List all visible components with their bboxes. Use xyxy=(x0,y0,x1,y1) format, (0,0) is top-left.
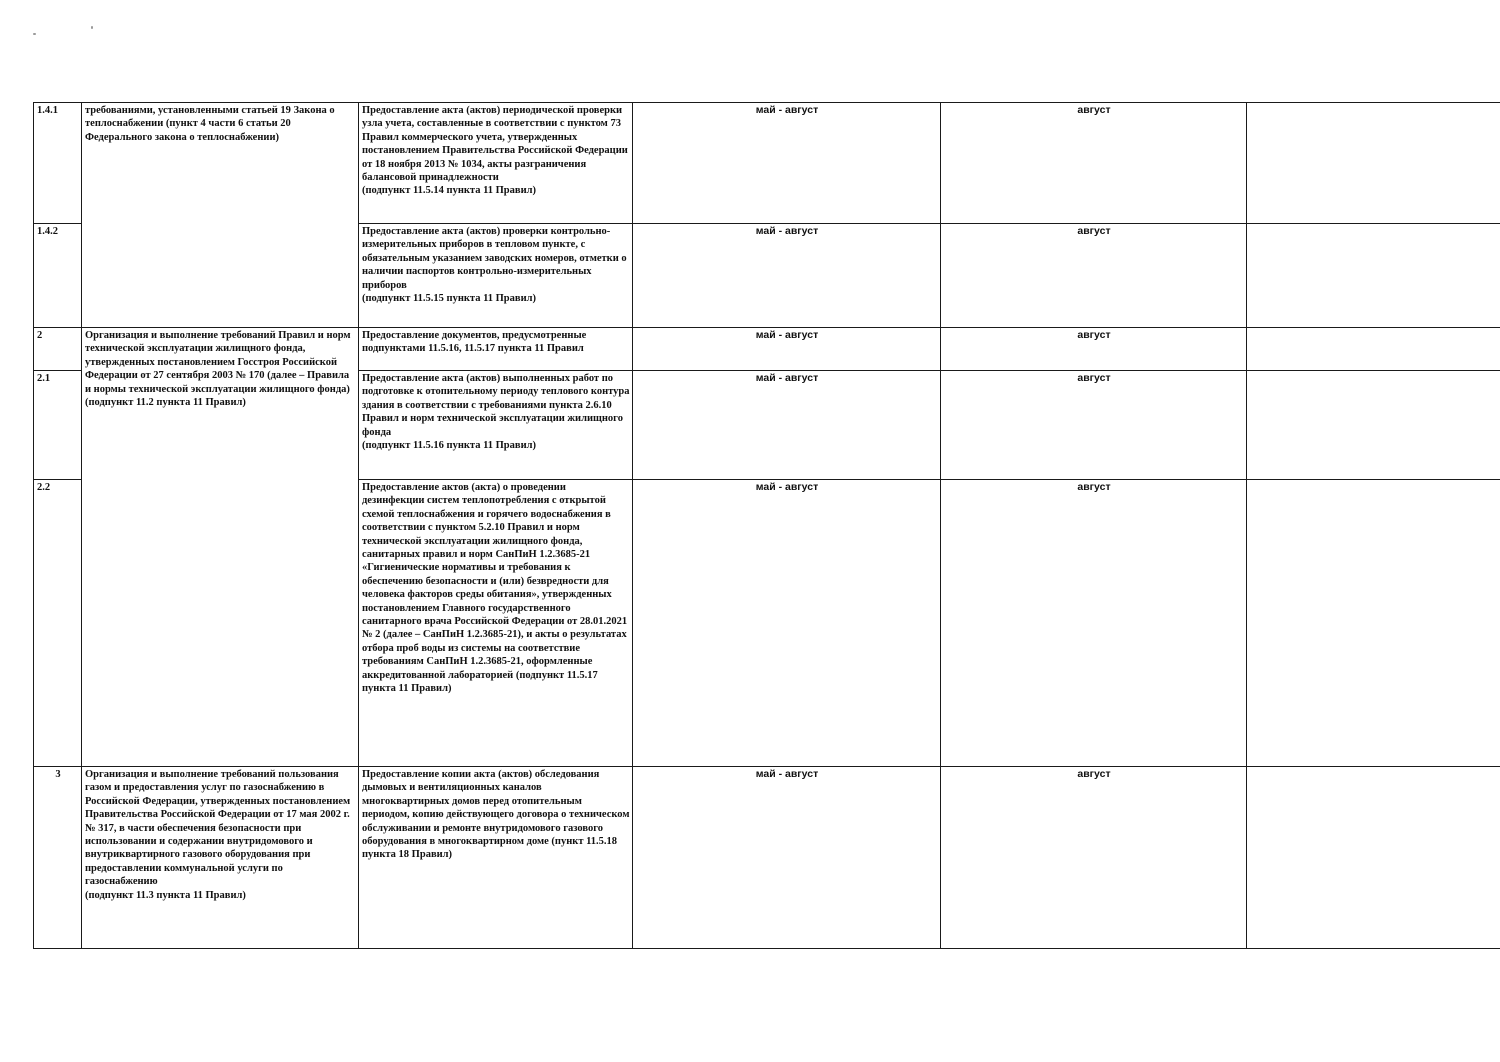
scan-speck xyxy=(91,26,93,29)
row-number: 3 xyxy=(34,767,82,949)
period-cell: май - август xyxy=(633,103,941,224)
row-number: 1.4.2 xyxy=(34,224,82,328)
document-cell: Предоставление актов (акта) о проведении дезинфекции систем теплопотребления с открытой схемой теплоснабжения и горячего водоснабжения в соответствии с пунктом 5.2.10 Правил и норм технической эксплуатации жилищного фонда, санитарных правил и норм СанПиН 1.2.3685-21 «Гигиенические нормативы и требования к обеспечению безопасности и (или) безвредности для человека факторов среды обитания», утвержденных постановлением Главного государственного санитарного врача Российской Федерации от 28.01.2021 № 2 (далее – СанПиН 1.2.3685-21), и акты о результатах отбора проб воды из системы на соответствие требованиям СанПиН 1.2.3685-21, оформленные аккредитованной лабораторией (подпункт 11.5.17 пункта 11 Правил) xyxy=(359,480,633,767)
note-cell xyxy=(1247,371,1500,480)
period-cell: май - август xyxy=(633,328,941,371)
scan-speck xyxy=(33,33,36,35)
period-cell: май - август xyxy=(633,480,941,767)
deadline-cell: август xyxy=(941,767,1247,949)
row-number: 2.2 xyxy=(34,480,82,767)
table-row xyxy=(34,767,1500,949)
period-cell: май - август xyxy=(633,767,941,949)
row-number: 1.4.1 xyxy=(34,103,82,224)
deadline-cell: август xyxy=(941,480,1247,767)
note-cell xyxy=(1247,103,1500,224)
requirement-cell: Организация и выполнение требований пользования газом и предоставления услуг по газоснабжению в Российской Федерации, утвержденных постановлением Правительства Российской Федерации от 17 мая 2002 г. № 317, в части обеспечения безопасности при использовании и содержании внутридомового и внутриквартирного газового оборудования при предоставлении коммунальной услуги по газоснабжению (подпункт 11.3 пункта 11 Правил) xyxy=(82,767,359,949)
requirement-cell: требованиями, установленными статьей 19 Закона о теплоснабжении (пункт 4 части 6 статьи 20 Федерального закона о теплоснабжении) xyxy=(82,103,359,328)
note-cell xyxy=(1247,328,1500,371)
deadline-cell: август xyxy=(941,224,1247,328)
requirement-cell: Организация и выполнение требований Правил и норм технической эксплуатации жилищного фонда, утвержденных постановлением Госстроя Российской Федерации от 27 сентября 2003 № 170 (далее – Правила и нормы технической эксплуатации жилищного фонда) (подпункт 11.2 пункта 11 Правил) xyxy=(82,328,359,767)
document-cell: Предоставление акта (актов) проверки контрольно-измерительных приборов в тепловом пункте, с обязательным указанием заводских номеров, отметки о наличии паспортов контрольно-измерительных приборов (подпункт 11.5.15 пункта 11 Правил) xyxy=(359,224,633,328)
table-row xyxy=(34,103,1500,224)
deadline-cell: август xyxy=(941,371,1247,480)
note-cell xyxy=(1247,480,1500,767)
row-number: 2 xyxy=(34,328,82,371)
note-cell xyxy=(1247,224,1500,328)
document-cell: Предоставление копии акта (актов) обследования дымовых и вентиляционных каналов многоквартирных домов перед отопительным периодом, копию действующего договора о техническом обслуживании и ремонте внутридомового газового оборудования в многоквартирном доме (пункт 11.5.18 пункта 18 Правил) xyxy=(359,767,633,949)
document-cell: Предоставление документов, предусмотренные подпунктами 11.5.16, 11.5.17 пункта 11 Правил xyxy=(359,328,633,371)
deadline-cell: август xyxy=(941,328,1247,371)
row-number: 2.1 xyxy=(34,371,82,480)
period-cell: май - август xyxy=(633,224,941,328)
requirements-table xyxy=(33,102,1500,949)
deadline-cell: август xyxy=(941,103,1247,224)
table-row xyxy=(34,328,1500,371)
period-cell: май - август xyxy=(633,371,941,480)
document-cell: Предоставление акта (актов) периодической проверки узла учета, составленные в соответствии с пунктом 73 Правил коммерческого учета, утвержденных постановлением Правительства Российской Федерации от 18 ноября 2013 № 1034, акты разграничения балансовой принадлежности (подпункт 11.5.14 пункта 11 Правил) xyxy=(359,103,633,224)
document-cell: Предоставление акта (актов) выполненных работ по подготовке к отопительному периоду теплового контура здания в соответствии с требованиями пункта 2.6.10 Правил и норм технической эксплуатации жилищного фонда (подпункт 11.5.16 пункта 11 Правил) xyxy=(359,371,633,480)
note-cell xyxy=(1247,767,1500,949)
